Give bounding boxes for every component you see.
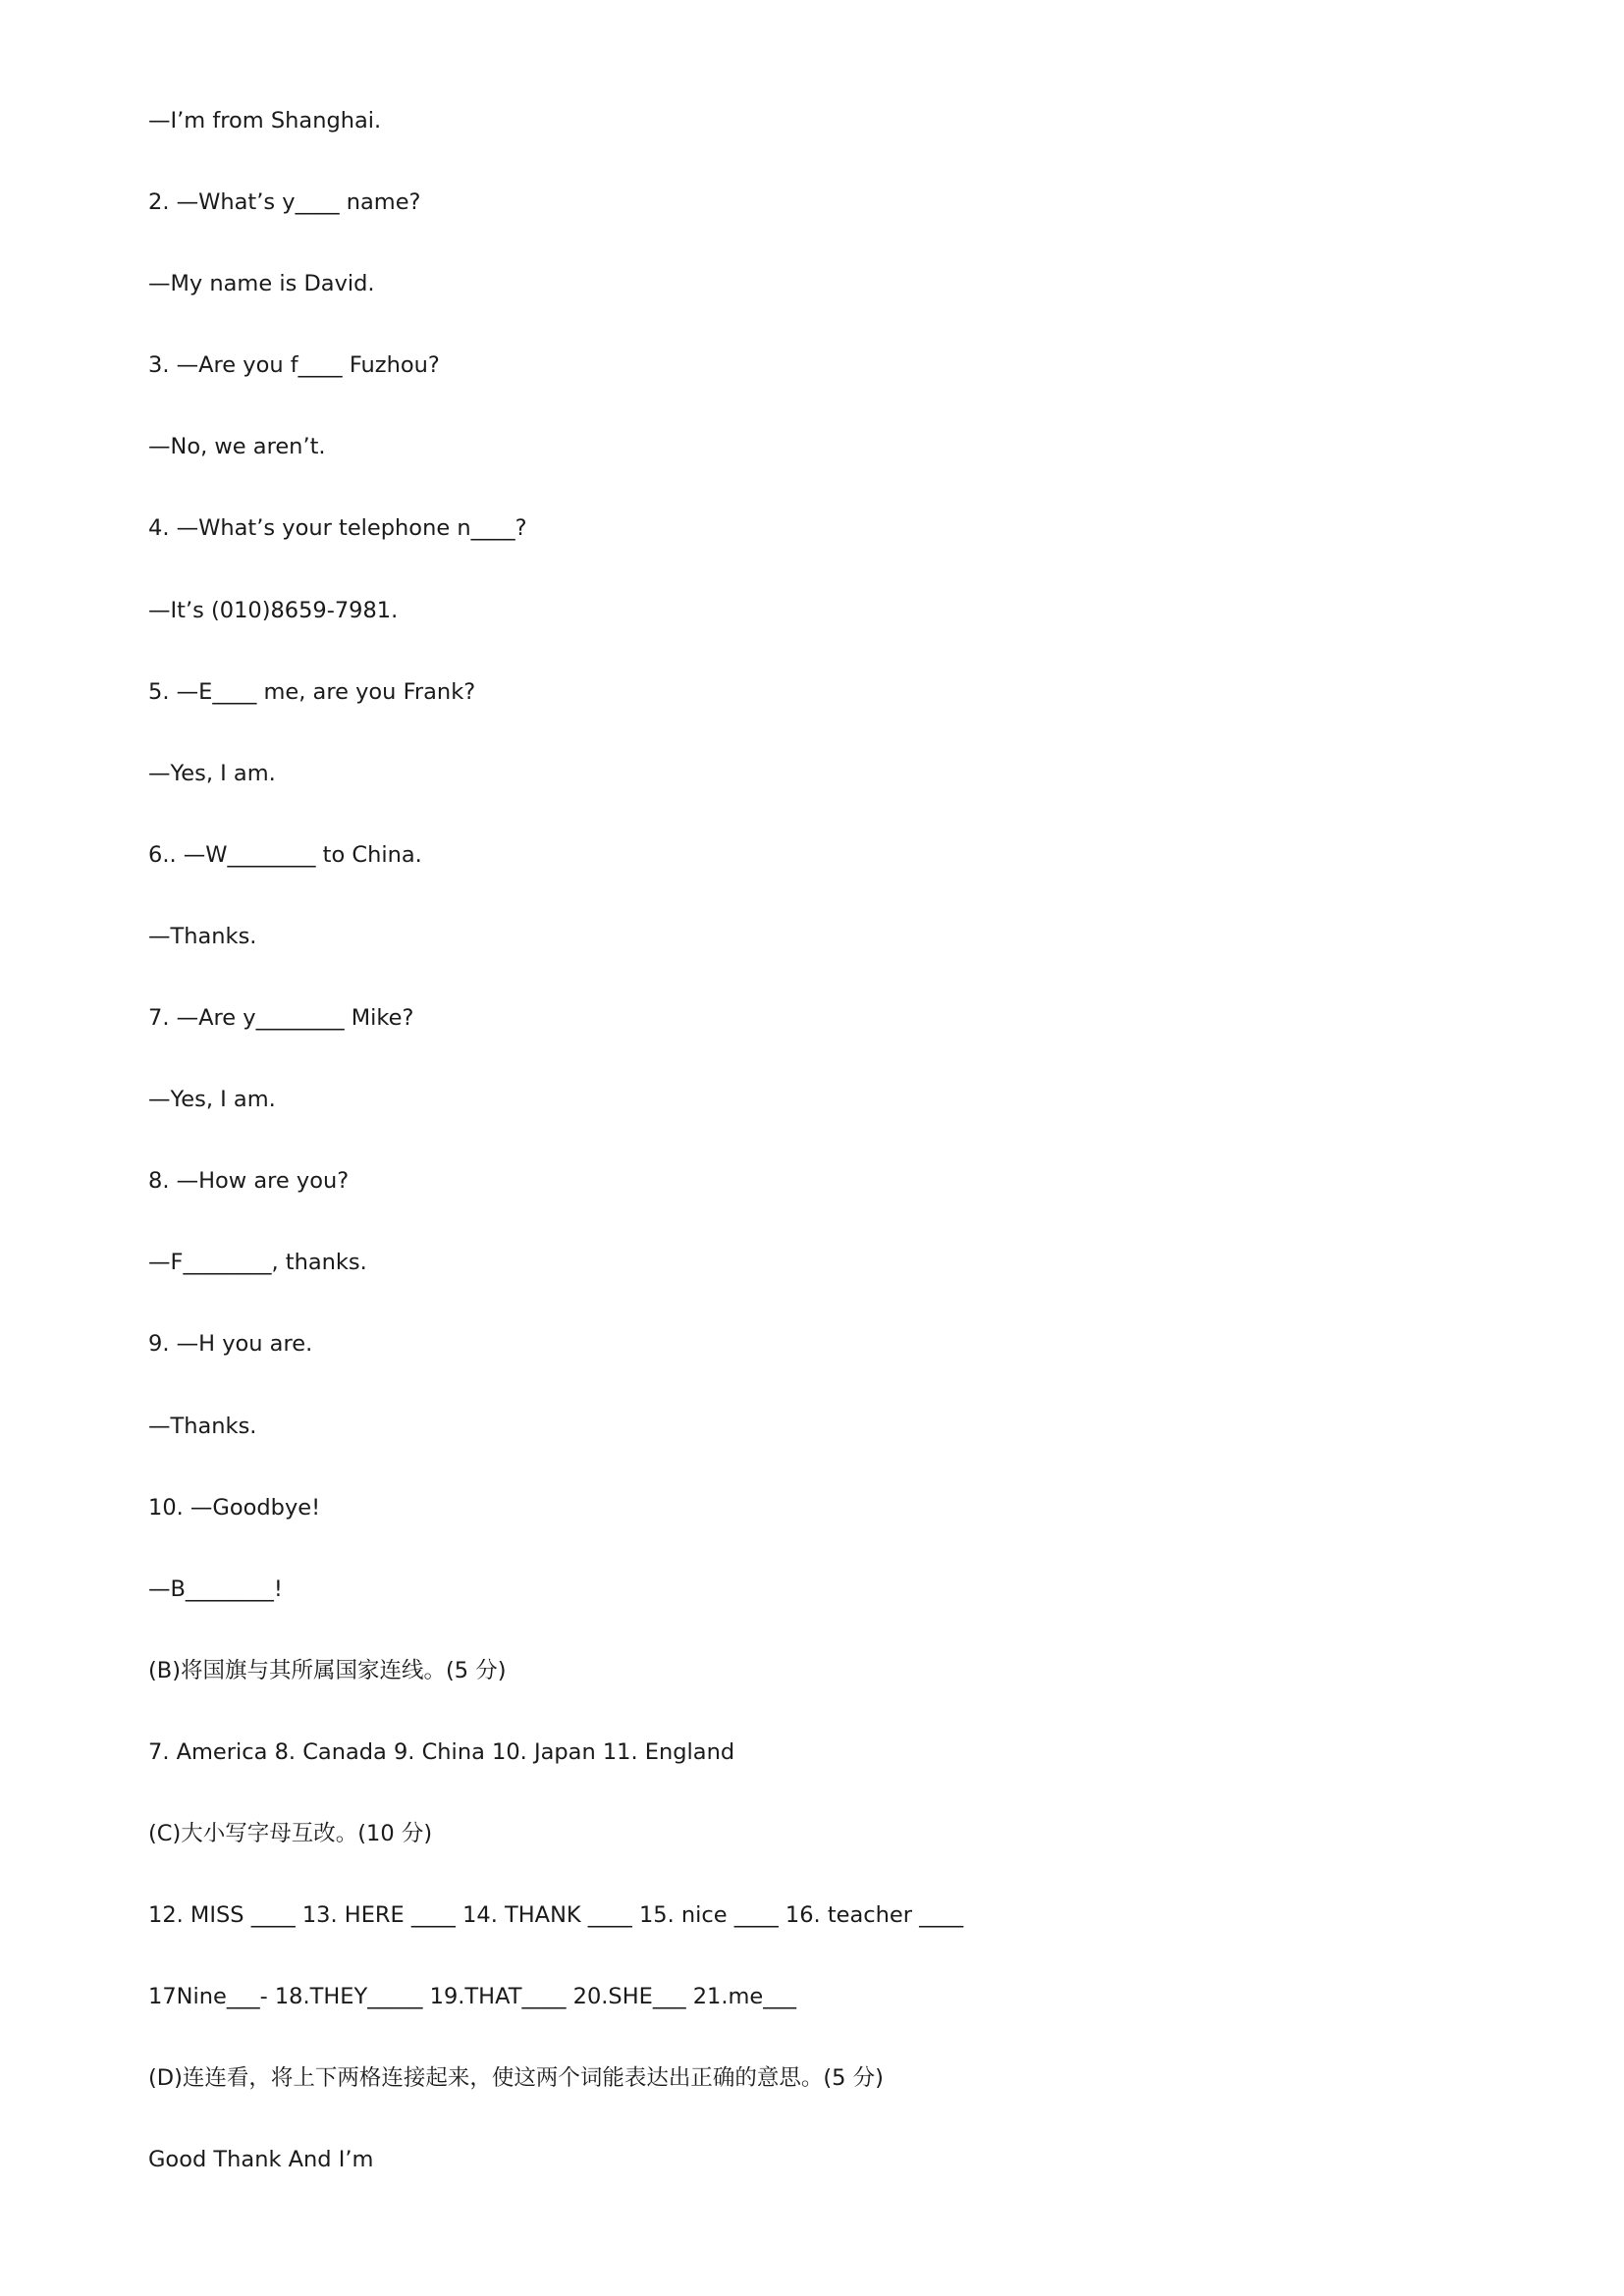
question-line-6: 6.. —W________ to China. (148, 841, 422, 868)
question-line-10: 10. —Goodbye! (148, 1494, 321, 1521)
answer-line: —I’m from Shanghai. (148, 108, 382, 133)
answer-line: —Yes, I am. (148, 1087, 276, 1113)
question-line-5: 5. —E____ me, are you Frank? (148, 678, 476, 705)
answer-line: —My name is David. (148, 271, 375, 297)
question-line-8: 8. —How are you? (148, 1168, 350, 1195)
case-exercise-row-1: 12. MISS ____ 13. HERE ____ 14. THANK ____ 15. nice ____ 16. teacher ____ (148, 1902, 964, 1929)
answer-line: —Yes, I am. (148, 760, 276, 786)
answer-line: —No, we aren’t. (148, 434, 326, 460)
answer-line: —B________! (148, 1575, 283, 1602)
section-heading-b: (B)将国旗与其所属国家连线。(5 分) (148, 1657, 507, 1683)
country-list: 7. America 8. Canada 9. China 10. Japan 11. England (148, 1738, 735, 1765)
answer-line: —Thanks. (148, 923, 257, 949)
document-body (148, 106, 1503, 2226)
section-heading-d: (D)连连看，将上下两格连接起来，使这两个词能表达出正确的意思。(5 分) (148, 2065, 884, 2092)
answer-line: —F________, thanks. (148, 1250, 367, 1276)
answer-line: —It’s (010)8659-7981. (148, 597, 399, 623)
question-line-4: 4. —What’s your telephone n____? (148, 515, 527, 542)
question-line-7: 7. —Are y________ Mike? (148, 1005, 414, 1032)
question-line-9: 9. —H you are. (148, 1331, 313, 1358)
matching-words-row: Good Thank And I’m (148, 2147, 374, 2173)
section-heading-c: (C)大小写字母互改。(10 分) (148, 1820, 433, 1846)
case-exercise-row-2: 17Nine___- 18.THEY_____ 19.THAT____ 20.SHE___ 21.me___ (148, 1984, 797, 2010)
answer-line: —Thanks. (148, 1413, 257, 1439)
question-line-3: 3. —Are you f____ Fuzhou? (148, 352, 440, 379)
question-line-2: 2. —What’s y____ name? (148, 189, 421, 216)
